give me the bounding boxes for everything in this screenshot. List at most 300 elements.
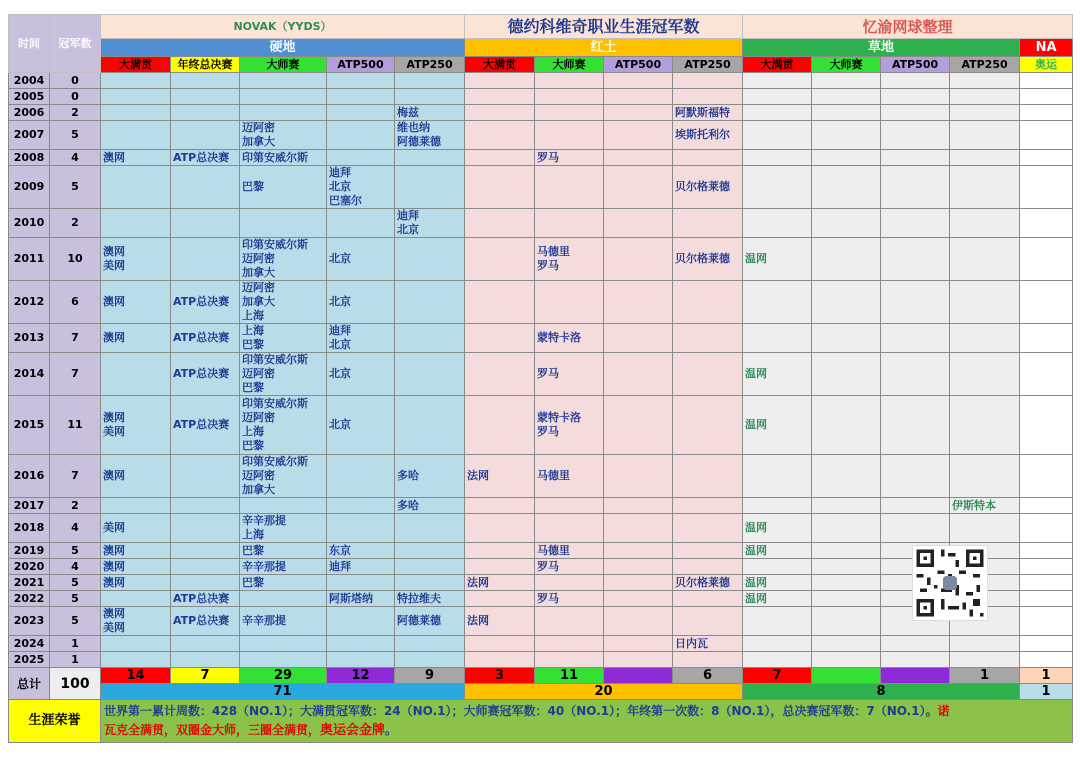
hard-atp250-cell (395, 324, 465, 353)
clay-masters-cell (535, 652, 604, 668)
hard-finals-cell: ATP总决赛 (171, 150, 240, 166)
clay-masters-cell (535, 89, 604, 105)
grass-atp500-cell (881, 498, 950, 514)
grass-grandslam-cell (743, 150, 812, 166)
grass-atp500-cell (881, 281, 950, 324)
clay-masters-cell (535, 498, 604, 514)
hard-atp500-cell: 东京 (327, 543, 395, 559)
hard-atp500-cell: 北京 (327, 353, 395, 396)
grass-atp250-cell (950, 166, 1020, 209)
clay-grandslam-cell (465, 591, 535, 607)
clay-grandslam-cell (465, 150, 535, 166)
hard-masters-cell (240, 636, 327, 652)
clay-masters-cell (535, 73, 604, 89)
col-header-year: 时间 (9, 15, 50, 73)
hard-finals-cell (171, 209, 240, 238)
title-count-cell: 10 (50, 238, 101, 281)
hard-masters-cell: 迈阿密 加拿大 (240, 121, 327, 150)
hard-finals-cell: ATP总决赛 (171, 607, 240, 636)
clay-masters-cell (535, 607, 604, 636)
clay-masters-cell: 罗马 (535, 559, 604, 575)
title-count-cell: 7 (50, 324, 101, 353)
clay-atp250-cell (673, 607, 743, 636)
total-grass-masters (812, 668, 881, 684)
grass-grandslam-cell (743, 89, 812, 105)
hard-finals-cell (171, 166, 240, 209)
clay-grandslam-cell (465, 238, 535, 281)
clay-atp500-cell (604, 150, 673, 166)
hard-finals-cell: ATP总决赛 (171, 281, 240, 324)
grass-grandslam-cell (743, 121, 812, 150)
clay-grandslam-cell (465, 121, 535, 150)
clay-atp500-cell (604, 652, 673, 668)
surface-na: NA (1020, 39, 1073, 57)
clay-grandslam-cell (465, 543, 535, 559)
clay-masters-cell (535, 281, 604, 324)
grass-masters-cell (812, 498, 881, 514)
olympics-cell (1020, 121, 1073, 150)
olympics-cell (1020, 324, 1073, 353)
hard-grandslam-cell: 澳网 美网 (101, 238, 171, 281)
hard-atp250-cell: 特拉维夫 (395, 591, 465, 607)
olympics-cell (1020, 455, 1073, 498)
olympics-cell (1020, 105, 1073, 121)
grass-atp250-cell (950, 514, 1020, 543)
grass-masters-cell (812, 514, 881, 543)
clay-grandslam-cell (465, 324, 535, 353)
year-row (9, 89, 1073, 105)
hard-atp250-cell (395, 238, 465, 281)
hard-finals-cell (171, 636, 240, 652)
clay-masters-cell: 蒙特卡洛 (535, 324, 604, 353)
hard-finals-cell (171, 543, 240, 559)
olympics-cell (1020, 575, 1073, 591)
grass-atp250-cell (950, 105, 1020, 121)
clay-masters-cell: 马德里 (535, 543, 604, 559)
hard-finals-cell (171, 455, 240, 498)
year-cell: 2021 (9, 575, 50, 591)
clay-atp250-cell: 贝尔格莱德 (673, 166, 743, 209)
grass-grandslam-cell (743, 281, 812, 324)
year-cell: 2013 (9, 324, 50, 353)
honor-olympic-gold: 奥运会金牌 (320, 723, 386, 738)
grass-masters-cell (812, 636, 881, 652)
title-count-cell: 4 (50, 514, 101, 543)
hard-finals-cell (171, 121, 240, 150)
total-grass: 8 (743, 684, 1020, 700)
grass-atp500-cell (881, 209, 950, 238)
hard-atp500-cell: 北京 (327, 281, 395, 324)
olympics-cell (1020, 498, 1073, 514)
hard-masters-cell (240, 498, 327, 514)
totals-label: 总计 (9, 668, 50, 700)
hard-masters-cell (240, 105, 327, 121)
year-cell: 2006 (9, 105, 50, 121)
total-hard-masters: 29 (240, 668, 327, 684)
hard-grandslam-cell: 澳网 (101, 455, 171, 498)
olympics-cell (1020, 281, 1073, 324)
grass-grandslam-cell (743, 324, 812, 353)
hard-masters-cell: 巴黎 (240, 575, 327, 591)
grass-masters-cell (812, 353, 881, 396)
olympics-cell (1020, 591, 1073, 607)
clay-grandslam-cell (465, 105, 535, 121)
hard-atp500-cell: 迪拜 (327, 559, 395, 575)
grass-masters-cell (812, 209, 881, 238)
clay-atp500-cell (604, 543, 673, 559)
clay-grandslam-header: 大满贯 (465, 57, 535, 73)
clay-grandslam-cell (465, 73, 535, 89)
clay-grandslam-cell (465, 281, 535, 324)
hard-finals-cell (171, 575, 240, 591)
clay-atp250-cell: 日内瓦 (673, 636, 743, 652)
clay-atp500-cell (604, 73, 673, 89)
grass-atp500-header: ATP500 (881, 57, 950, 73)
total-grass-atp250: 1 (950, 668, 1020, 684)
grass-masters-cell (812, 281, 881, 324)
grass-masters-cell (812, 89, 881, 105)
grass-atp250-cell (950, 238, 1020, 281)
hard-masters-cell (240, 209, 327, 238)
honor-line1: 世界第一累计周数：428（NO.1）；大满贯冠军数：24（NO.1）；大师赛冠军数：40（NO.1）；年终第一次数：8（NO.1），总决赛冠军数：7（NO.1）。 (104, 704, 938, 718)
title-count-cell: 2 (50, 209, 101, 238)
clay-grandslam-cell: 法网 (465, 607, 535, 636)
clay-grandslam-cell (465, 89, 535, 105)
hard-masters-cell (240, 89, 327, 105)
clay-atp500-cell (604, 353, 673, 396)
hard-finals-cell (171, 498, 240, 514)
olympics-cell (1020, 559, 1073, 575)
clay-atp500-cell (604, 121, 673, 150)
clay-grandslam-cell (465, 498, 535, 514)
hard-grandslam-cell: 美网 (101, 514, 171, 543)
total-grass-atp500 (881, 668, 950, 684)
grass-atp500-cell (881, 652, 950, 668)
grass-masters-cell (812, 396, 881, 455)
clay-grandslam-cell: 法网 (465, 455, 535, 498)
clay-atp250-cell (673, 353, 743, 396)
grass-masters-cell (812, 166, 881, 209)
clay-masters-cell (535, 105, 604, 121)
grass-masters-cell (812, 121, 881, 150)
year-row (9, 498, 1073, 514)
hard-atp250-cell: 梅兹 (395, 105, 465, 121)
clay-atp250-cell: 阿默斯福特 (673, 105, 743, 121)
clay-masters-cell: 罗马 (535, 591, 604, 607)
hard-finals-cell (171, 652, 240, 668)
year-cell: 2016 (9, 455, 50, 498)
title-count-cell: 5 (50, 607, 101, 636)
year-row (9, 121, 1073, 150)
grass-atp500-cell (881, 121, 950, 150)
grass-masters-cell (812, 324, 881, 353)
clay-atp500-cell (604, 607, 673, 636)
hard-atp250-cell (395, 353, 465, 396)
grass-atp250-header: ATP250 (950, 57, 1020, 73)
grass-atp500-cell (881, 89, 950, 105)
hard-atp500-cell (327, 121, 395, 150)
hard-grandslam-cell (101, 209, 171, 238)
grass-atp500-cell (881, 150, 950, 166)
title-count-cell: 2 (50, 105, 101, 121)
grass-grandslam-cell (743, 73, 812, 89)
hard-atp500-cell (327, 455, 395, 498)
olympics-cell (1020, 150, 1073, 166)
clay-atp250-cell (673, 455, 743, 498)
hard-atp500-cell (327, 209, 395, 238)
hard-atp250-cell (395, 166, 465, 209)
clay-grandslam-cell (465, 636, 535, 652)
clay-atp250-cell (673, 396, 743, 455)
clay-grandslam-cell (465, 652, 535, 668)
hard-grandslam-cell (101, 166, 171, 209)
total-hard-atp500: 12 (327, 668, 395, 684)
title-count-cell: 5 (50, 575, 101, 591)
grass-masters-cell (812, 543, 881, 559)
grass-atp500-cell (881, 514, 950, 543)
hard-finals-cell (171, 514, 240, 543)
grass-grandslam-cell: 温网 (743, 514, 812, 543)
hard-masters-cell: 迈阿密 加拿大 上海 (240, 281, 327, 324)
hard-masters-header: 大师赛 (240, 57, 327, 73)
grass-masters-header: 大师赛 (812, 57, 881, 73)
hard-atp500-cell (327, 498, 395, 514)
hard-finals-cell (171, 89, 240, 105)
olympics-cell (1020, 396, 1073, 455)
grass-masters-cell (812, 105, 881, 121)
grass-atp250-cell (950, 73, 1020, 89)
hard-grandslam-cell: 澳网 (101, 324, 171, 353)
grass-atp500-cell (881, 396, 950, 455)
year-cell: 2008 (9, 150, 50, 166)
hard-grandslam-cell (101, 89, 171, 105)
career-titles-table (8, 14, 1073, 743)
hard-atp250-header: ATP250 (395, 57, 465, 73)
hard-masters-cell (240, 73, 327, 89)
header-credit: 忆渝网球整理 (743, 15, 1073, 39)
title-count-cell: 7 (50, 353, 101, 396)
title-count-cell: 5 (50, 166, 101, 209)
grass-atp250-cell (950, 89, 1020, 105)
hard-atp250-cell: 迪拜 北京 (395, 209, 465, 238)
clay-atp500-cell (604, 105, 673, 121)
hard-grandslam-header: 大满贯 (101, 57, 171, 73)
hard-atp500-cell: 北京 (327, 238, 395, 281)
grass-atp250-cell (950, 652, 1020, 668)
clay-masters-cell (535, 636, 604, 652)
grass-grandslam-cell (743, 559, 812, 575)
hard-atp500-cell (327, 150, 395, 166)
title-count-cell: 7 (50, 455, 101, 498)
hard-grandslam-cell: 澳网 美网 (101, 396, 171, 455)
year-cell: 2019 (9, 543, 50, 559)
clay-masters-cell (535, 166, 604, 209)
hard-grandslam-cell: 澳网 (101, 543, 171, 559)
grass-masters-cell (812, 238, 881, 281)
hard-atp250-cell (395, 514, 465, 543)
hard-atp500-cell: 北京 (327, 396, 395, 455)
clay-atp500-cell (604, 575, 673, 591)
total-clay-atp250: 6 (673, 668, 743, 684)
surface-grass: 草地 (743, 39, 1020, 57)
olympics-cell (1020, 543, 1073, 559)
clay-atp500-cell (604, 455, 673, 498)
hard-masters-cell: 印第安威尔斯 (240, 150, 327, 166)
hard-finals-cell: ATP总决赛 (171, 353, 240, 396)
year-row (9, 636, 1073, 652)
hard-masters-cell: 巴黎 (240, 543, 327, 559)
clay-atp500-cell (604, 559, 673, 575)
hard-finals-cell (171, 105, 240, 121)
clay-atp250-header: ATP250 (673, 57, 743, 73)
clay-atp500-cell (604, 324, 673, 353)
hard-finals-cell: ATP总决赛 (171, 591, 240, 607)
grass-atp250-cell (950, 636, 1020, 652)
title-count-cell: 5 (50, 591, 101, 607)
year-row (9, 455, 1073, 498)
hard-grandslam-cell (101, 591, 171, 607)
year-cell: 2024 (9, 636, 50, 652)
clay-atp500-cell (604, 238, 673, 281)
hard-masters-cell (240, 652, 327, 668)
olympics-cell (1020, 238, 1073, 281)
hard-atp250-cell (395, 281, 465, 324)
hard-grandslam-cell: 澳网 (101, 559, 171, 575)
grass-atp500-cell (881, 324, 950, 353)
year-cell: 2017 (9, 498, 50, 514)
hard-grandslam-cell (101, 73, 171, 89)
year-cell: 2022 (9, 591, 50, 607)
hard-atp250-cell (395, 575, 465, 591)
totals-row-surfaces (9, 684, 1073, 700)
olympics-cell (1020, 209, 1073, 238)
clay-atp250-cell: 埃斯托利尔 (673, 121, 743, 150)
hard-atp250-cell (395, 559, 465, 575)
clay-grandslam-cell (465, 396, 535, 455)
hard-grandslam-cell (101, 353, 171, 396)
hard-atp500-cell: 迪拜 北京 巴塞尔 (327, 166, 395, 209)
clay-masters-cell: 罗马 (535, 353, 604, 396)
honor-text (101, 700, 1073, 743)
title-count-cell: 0 (50, 89, 101, 105)
hard-grandslam-cell (101, 636, 171, 652)
olympics-cell (1020, 166, 1073, 209)
year-row (9, 396, 1073, 455)
year-row (9, 652, 1073, 668)
grass-grandslam-cell (743, 636, 812, 652)
clay-masters-cell: 蒙特卡洛 罗马 (535, 396, 604, 455)
grass-grandslam-cell (743, 166, 812, 209)
honor-line2-red: 瓦克全满贯，双圈金大师，三圈全满贯， (104, 723, 321, 737)
clay-grandslam-cell (465, 209, 535, 238)
hard-masters-cell: 巴黎 (240, 166, 327, 209)
honor-label: 生涯荣誉 (9, 700, 101, 743)
clay-masters-cell: 马德里 (535, 455, 604, 498)
grass-atp250-cell (950, 150, 1020, 166)
clay-atp250-cell: 贝尔格莱德 (673, 238, 743, 281)
year-row (9, 73, 1073, 89)
grass-grandslam-cell: 温网 (743, 543, 812, 559)
clay-atp500-cell (604, 396, 673, 455)
olympics-cell (1020, 514, 1073, 543)
clay-atp250-cell (673, 150, 743, 166)
total-grass-grandslam: 7 (743, 668, 812, 684)
honor-row (9, 700, 1073, 743)
title-count-cell: 5 (50, 543, 101, 559)
total-hard-finals: 7 (171, 668, 240, 684)
clay-atp250-cell (673, 498, 743, 514)
clay-grandslam-cell (465, 166, 535, 209)
clay-atp250-cell (673, 591, 743, 607)
grass-grandslam-cell (743, 652, 812, 668)
year-row (9, 238, 1073, 281)
clay-atp250-cell (673, 324, 743, 353)
grass-grandslam-cell (743, 498, 812, 514)
clay-grandslam-cell (465, 559, 535, 575)
grass-masters-cell (812, 455, 881, 498)
grass-grandslam-cell (743, 455, 812, 498)
hard-atp500-cell (327, 105, 395, 121)
hard-grandslam-cell: 澳网 (101, 150, 171, 166)
clay-atp250-cell (673, 89, 743, 105)
olympics-cell (1020, 353, 1073, 396)
grass-masters-cell (812, 652, 881, 668)
year-cell: 2010 (9, 209, 50, 238)
olympics-cell (1020, 89, 1073, 105)
hard-atp500-cell (327, 514, 395, 543)
hard-masters-cell: 印第安威尔斯 迈阿密 加拿大 (240, 238, 327, 281)
year-row (9, 353, 1073, 396)
title-count-cell: 5 (50, 121, 101, 150)
honor-line1-red: 诺 (937, 704, 950, 718)
qr-code-icon (912, 545, 988, 621)
hard-finals-header: 年终总决赛 (171, 57, 240, 73)
hard-masters-cell: 上海 巴黎 (240, 324, 327, 353)
hard-atp500-cell (327, 575, 395, 591)
grass-grandslam-cell (743, 105, 812, 121)
total-clay: 20 (465, 684, 743, 700)
page-title: 德约科维奇职业生涯冠军数 (465, 15, 743, 39)
hard-masters-cell: 辛辛那提 (240, 607, 327, 636)
olympics-cell (1020, 652, 1073, 668)
olympics-cell (1020, 607, 1073, 636)
grass-masters-cell (812, 607, 881, 636)
grass-atp500-cell (881, 73, 950, 89)
title-count-cell: 1 (50, 652, 101, 668)
clay-atp500-header: ATP500 (604, 57, 673, 73)
grass-atp250-cell (950, 121, 1020, 150)
grass-atp500-cell (881, 353, 950, 396)
year-cell: 2004 (9, 73, 50, 89)
hard-atp250-cell (395, 543, 465, 559)
clay-atp250-cell (673, 209, 743, 238)
year-cell: 2009 (9, 166, 50, 209)
clay-masters-cell (535, 209, 604, 238)
clay-grandslam-cell: 法网 (465, 575, 535, 591)
hard-grandslam-cell: 澳网 (101, 575, 171, 591)
grass-atp250-cell (950, 324, 1020, 353)
hard-atp250-cell (395, 150, 465, 166)
career-titles-table-wrapper (8, 14, 1072, 743)
clay-grandslam-cell (465, 514, 535, 543)
clay-masters-header: 大师赛 (535, 57, 604, 73)
year-cell: 2011 (9, 238, 50, 281)
year-cell: 2012 (9, 281, 50, 324)
title-count-cell: 1 (50, 636, 101, 652)
hard-atp500-cell (327, 89, 395, 105)
grass-masters-cell (812, 150, 881, 166)
surface-hard: 硬地 (101, 39, 465, 57)
